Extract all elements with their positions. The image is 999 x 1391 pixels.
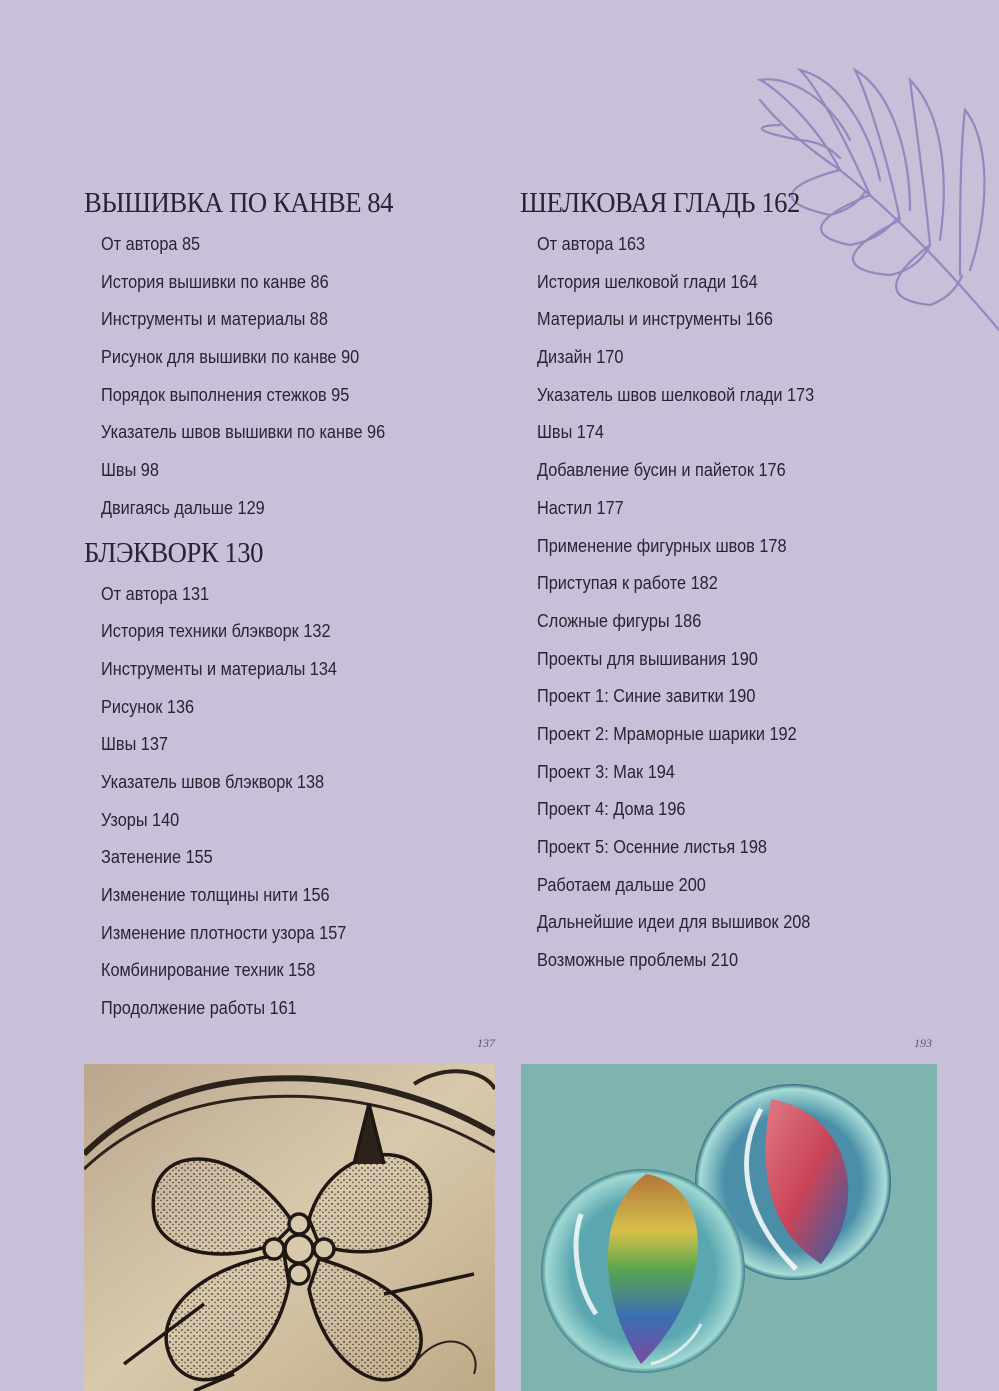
toc-entry: Затенение 155 xyxy=(101,846,213,868)
blackwork-embroidery-photo xyxy=(84,1064,495,1391)
toc-entry: Порядок выполнения стежков 95 xyxy=(101,383,350,405)
toc-entry: Работаем дальше 200 xyxy=(537,873,706,895)
toc-entry: Добавление бусин и пайеток 176 xyxy=(537,459,786,481)
toc-entry: Проекты для вышивания 190 xyxy=(537,647,758,669)
toc-entry: Указатель швов вышивки по канве 96 xyxy=(101,421,386,443)
section-title-blackwork: БЛЭКВОРК 130 xyxy=(84,536,264,569)
toc-entry: Приступая к работе 182 xyxy=(537,572,718,594)
toc-entry: Швы 98 xyxy=(101,459,159,481)
section-entries-silk xyxy=(520,225,940,979)
toc-right-column xyxy=(520,183,940,979)
toc-entry: Изменение толщины нити 156 xyxy=(101,884,330,905)
toc-entry: Указатель швов шелковой глади 173 xyxy=(537,383,815,405)
toc-entry: Изменение плотности узора 157 xyxy=(101,921,347,943)
toc-entry: Проект 1: Синие завитки 190 xyxy=(537,685,756,707)
toc-entry: Возможные проблемы 210 xyxy=(537,949,739,971)
toc-entry: История вышивки по канве 86 xyxy=(101,270,329,292)
section-title-silk: ШЕЛКОВАЯ ГЛАДЬ 162 xyxy=(520,187,800,219)
section-entries-canvas xyxy=(84,225,484,527)
toc-entry: Дизайн 170 xyxy=(537,346,624,368)
toc-entry: История шелковой глади 164 xyxy=(537,270,758,292)
toc-entry: Продолжение работы 161 xyxy=(101,997,297,1019)
photo-page-number-left: 137 xyxy=(477,1036,495,1050)
toc-entry: Проект 3: Мак 194 xyxy=(537,760,675,782)
toc-entry: От автора 131 xyxy=(101,582,210,604)
toc-entry: Инструменты и материалы 88 xyxy=(101,308,328,330)
photo-page-number-right: 193 xyxy=(914,1036,932,1050)
toc-left-column xyxy=(84,183,484,1027)
toc-entry: Применение фигурных швов 178 xyxy=(537,534,787,556)
toc-entry: Двигаясь дальше 129 xyxy=(101,496,265,518)
toc-entry: Швы 174 xyxy=(537,421,604,443)
toc-entry: От автора 85 xyxy=(101,233,201,254)
toc-entry: Проект 4: Дома 196 xyxy=(537,798,686,820)
toc-entry: Узоры 140 xyxy=(101,808,180,830)
toc-entry: От автора 163 xyxy=(537,233,646,254)
toc-entry: Дальнейшие идеи для вышивок 208 xyxy=(537,911,811,933)
toc-entry: Проект 5: Осенние листья 198 xyxy=(537,836,767,857)
toc-entry: Указатель швов блэкворк 138 xyxy=(101,770,325,792)
toc-entry: Инструменты и материалы 134 xyxy=(101,657,337,679)
marbles-embroidery-photo xyxy=(521,1064,937,1391)
toc-entry: Сложные фигуры 186 xyxy=(537,609,702,631)
toc-entry: Швы 137 xyxy=(101,733,168,755)
toc-entry: Рисунок для вышивки по канве 90 xyxy=(101,346,360,368)
toc-entry: Проект 2: Мраморные шарики 192 xyxy=(537,722,797,744)
section-entries-blackwork xyxy=(84,575,484,1027)
toc-entry: История техники блэкворк 132 xyxy=(101,620,331,642)
toc-entry: Материалы и инструменты 166 xyxy=(537,308,773,330)
toc-entry: Рисунок 136 xyxy=(101,695,195,717)
toc-entry: Комбинирование техник 158 xyxy=(101,959,316,981)
toc-entry: Настил 177 xyxy=(537,496,624,518)
section-title-canvas: ВЫШИВКА ПО КАНВЕ 84 xyxy=(84,187,394,219)
